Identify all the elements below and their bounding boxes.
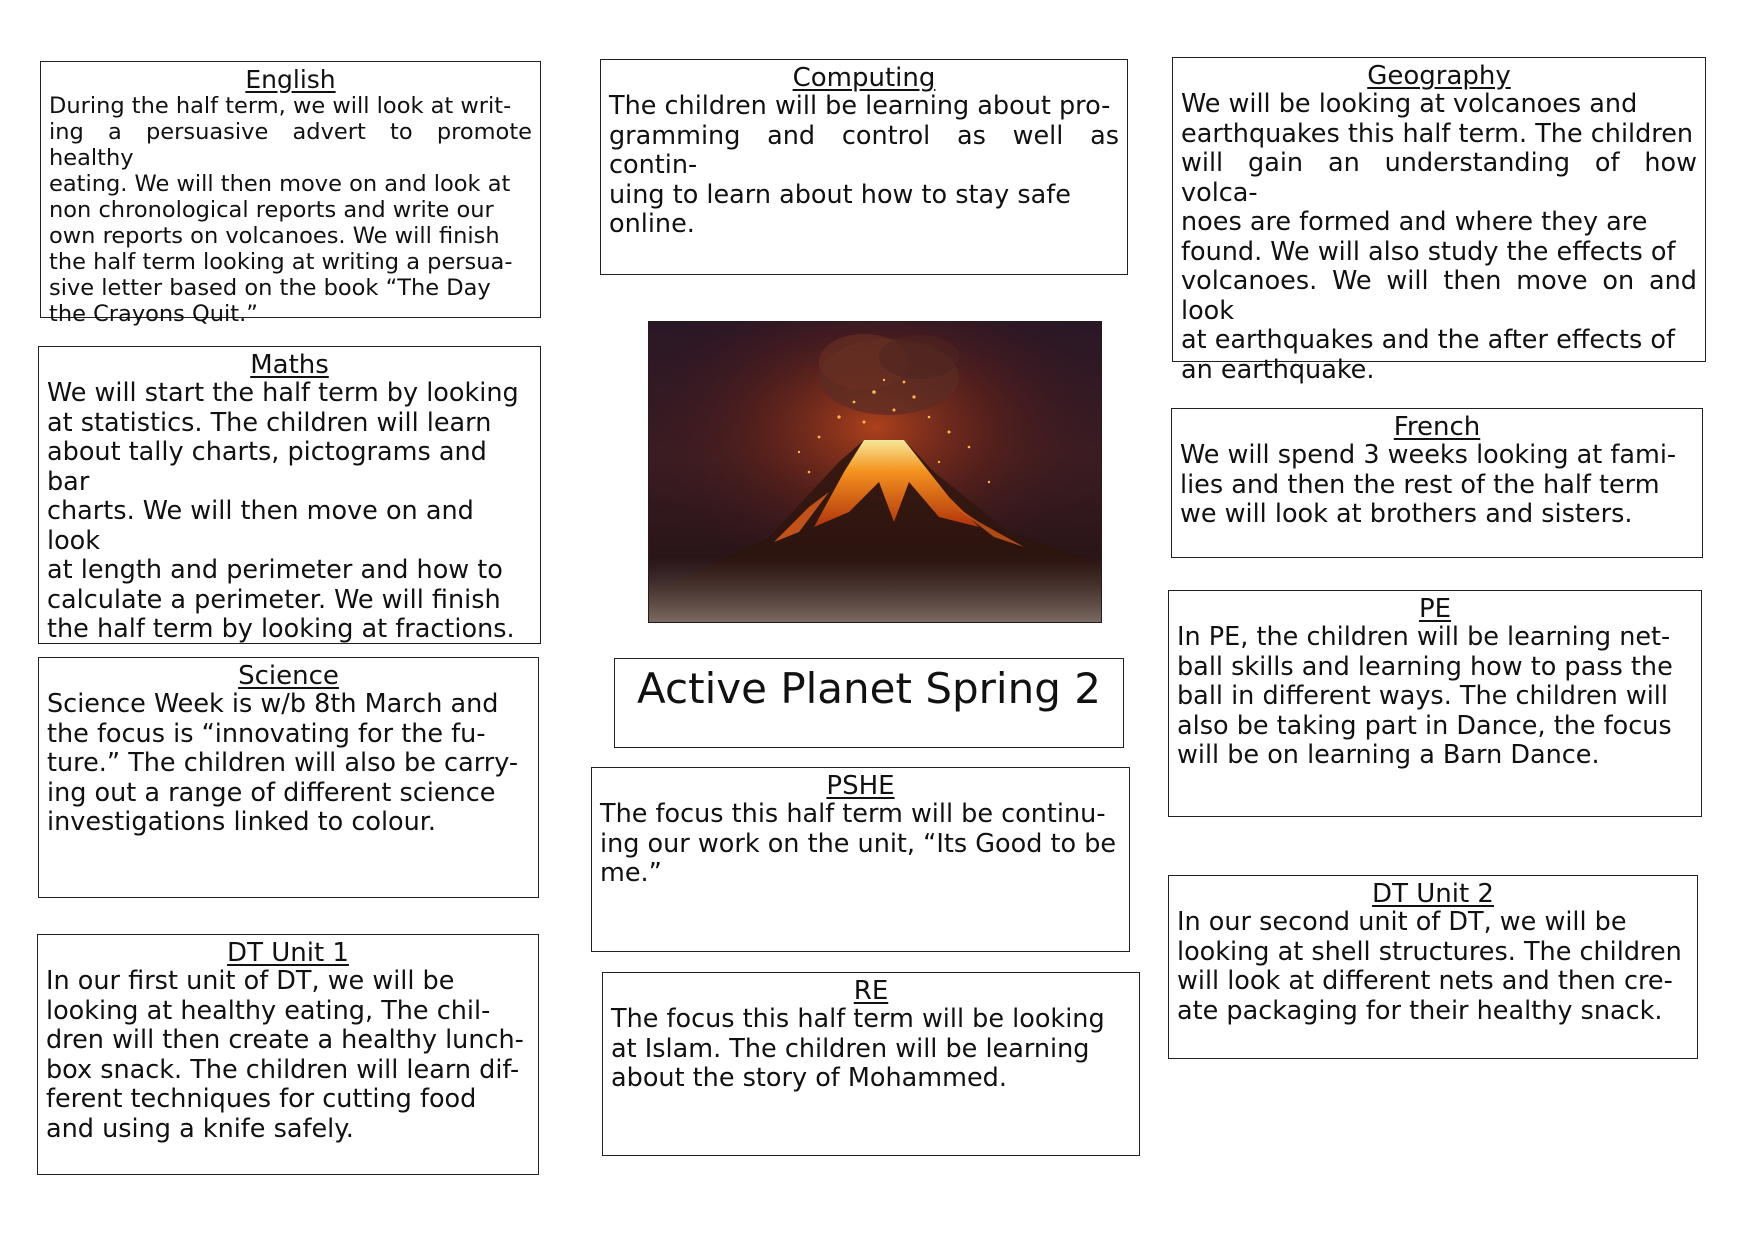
dt-unit-1-heading: DT Unit 1 — [227, 938, 349, 968]
page-title: Active Planet Spring 2 — [637, 664, 1101, 713]
computing-text: The children will be learning about pro- gramming and control as well as contin- uing to learn about how to stay safe online. — [609, 91, 1119, 239]
english-heading: English — [245, 65, 336, 94]
dt-unit-1-box — [37, 934, 539, 1175]
dt-unit-2-text: In our second unit of DT, we will be looking at shell structures. The children will look at different nets and then cre- ate packaging for their healthy snack. — [1177, 907, 1682, 1026]
pshe-box — [591, 767, 1130, 952]
maths-text: We will start the half term by looking at statistics. The children will learn about tally charts, pictograms and bar charts. We will then move on and look at length and perimeter and how to calculate a perimeter. We will finish the half term by looking at fractions. — [47, 378, 519, 644]
science-box — [38, 657, 539, 898]
geography-box — [1172, 57, 1706, 385]
pe-heading: PE — [1418, 594, 1452, 624]
re-text: The focus this half term will be looking at Islam. The children will be learning about the story of Mohammed. — [611, 1004, 1105, 1093]
title-box — [614, 658, 1124, 748]
science-heading: Science — [238, 661, 339, 691]
pe-text: In PE, the children will be learning net- ball skills and learning how to pass the ball in different ways. The children will also be taking part in Dance, the focus will be on learning a Barn Dance. — [1177, 622, 1673, 770]
computing-box — [600, 59, 1128, 275]
science-text: Science Week is w/b 8th March and the focus is “innovating for the fu- ture.” The children will also be carry- ing out a range of different science investigations linked to colour. — [47, 689, 519, 837]
re-box — [602, 972, 1140, 1156]
dt-unit-2-heading: DT Unit 2 — [1372, 879, 1494, 909]
maths-heading: Maths — [250, 350, 329, 380]
french-heading: French — [1393, 412, 1481, 442]
dt-unit-2-box — [1168, 875, 1698, 1059]
re-heading: RE — [853, 976, 889, 1006]
french-text: We will spend 3 weeks looking at fami- lies and then the rest of the half term we will look at brothers and sisters. — [1180, 440, 1677, 529]
volcano-icon — [649, 322, 1101, 622]
geography-text: We will be looking at volcanoes and earthquakes this half term. The children will gain an understanding of how volca- noes are formed and where they are found. We will also study the effects of volcanoes. We will then move on and look at earthquakes and the after effects of an earthquake. — [1181, 89, 1697, 385]
computing-heading: Computing — [792, 63, 936, 93]
english-text: During the half term, we will look at writ- ing a persuasive advert to promote healthy eating. We will then move on and look at non chronological reports and write our own reports on volcanoes. We will finish the half term looking at writing a persua- sive letter based on the book “The Day the Crayons Quit.” — [49, 93, 532, 327]
pshe-heading: PSHE — [826, 771, 895, 801]
pe-box — [1168, 590, 1702, 817]
french-box — [1171, 408, 1703, 558]
pshe-text: The focus this half term will be continu- ing our work on the unit, “Its Good to be me.” — [600, 799, 1117, 888]
maths-box — [38, 346, 541, 644]
english-box — [40, 61, 541, 327]
dt-unit-1-text: In our first unit of DT, we will be looking at healthy eating, The chil- dren will then create a healthy lunch- box snack. The children will learn dif- ferent techniques for cutting food and using a knife safely. — [46, 966, 524, 1144]
geography-heading: Geography — [1367, 61, 1511, 91]
volcano-image — [648, 321, 1102, 623]
